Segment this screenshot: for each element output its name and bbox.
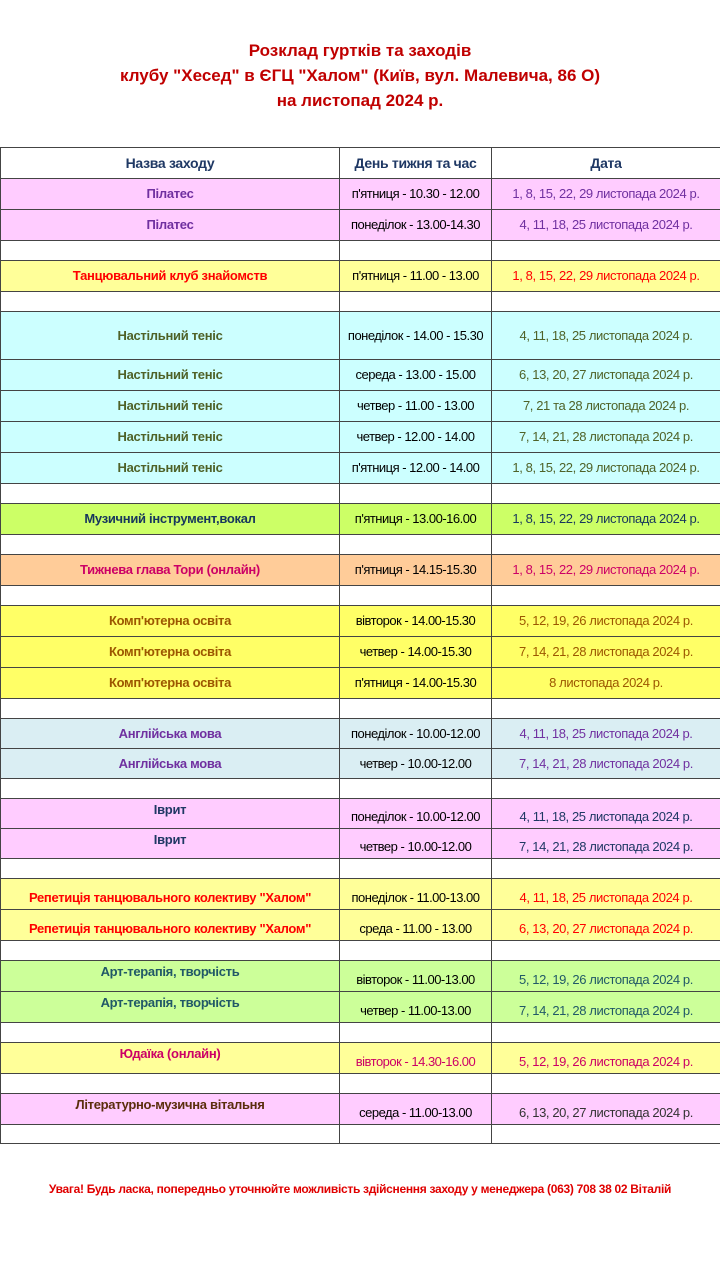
title-line-1: Розклад гуртків та заходів (248, 41, 472, 60)
spacer-row (1, 1074, 720, 1094)
empty-cell (1, 484, 340, 504)
event-name: Іврит (1, 799, 340, 829)
event-time: понеділок - 10.00-12.00 (340, 719, 492, 749)
spacer-row (1, 241, 720, 261)
empty-cell (492, 941, 720, 961)
event-date: 4, 11, 18, 25 листопада 2024 р. (492, 879, 720, 910)
empty-cell (1, 1125, 340, 1144)
event-time: вівторок - 11.00-13.00 (340, 961, 492, 992)
event-date: 7, 21 та 28 листопада 2024 р. (492, 391, 720, 422)
table-row (1, 210, 720, 241)
event-time: середа - 11.00-13.00 (340, 1094, 492, 1125)
title-line-3: на листопад 2024 р. (276, 91, 444, 110)
table-row (1, 179, 720, 210)
empty-cell (1, 699, 340, 719)
table-row (1, 504, 720, 535)
event-time: понеділок - 11.00-13.00 (340, 879, 492, 910)
event-date: 4, 11, 18, 25 листопада 2024 р. (492, 312, 720, 360)
event-time: четвер - 10.00-12.00 (340, 749, 492, 779)
empty-cell (1, 586, 340, 606)
event-time: вівторок - 14.30-16.00 (340, 1043, 492, 1074)
event-date: 7, 14, 21, 28 листопада 2024 р. (492, 749, 720, 779)
spacer-row (1, 292, 720, 312)
event-time: понеділок - 14.00 - 15.30 (340, 312, 492, 360)
title-line-2: клубу "Хесед" в ЄГЦ "Халом" (Київ, вул. Малевича, 86 О) (119, 66, 601, 85)
empty-cell (492, 586, 720, 606)
table-row (1, 261, 720, 292)
event-name: Іврит (1, 829, 340, 859)
event-time: четвер - 10.00-12.00 (340, 829, 492, 859)
empty-cell (340, 1125, 492, 1144)
table-row (1, 668, 720, 699)
empty-cell (1, 1023, 340, 1043)
event-time: понеділок - 10.00-12.00 (340, 799, 492, 829)
event-name: Настільний теніс (1, 312, 340, 360)
event-date: 1, 8, 15, 22, 29 листопада 2024 р. (492, 453, 720, 484)
table-row (1, 961, 720, 992)
event-name: Арт-терапія, творчість (1, 961, 340, 992)
event-name: Англійська мова (1, 749, 340, 779)
event-name: Комп'ютерна освіта (1, 668, 340, 699)
empty-cell (492, 1074, 720, 1094)
event-time: п'ятниця - 13.00-16.00 (340, 504, 492, 535)
empty-cell (340, 1074, 492, 1094)
empty-cell (1, 292, 340, 312)
spacer-row (1, 586, 720, 606)
empty-cell (340, 292, 492, 312)
event-date: 1, 8, 15, 22, 29 листопада 2024 р. (492, 504, 720, 535)
event-date: 7, 14, 21, 28 листопада 2024 р. (492, 422, 720, 453)
empty-cell (492, 699, 720, 719)
table-row (1, 879, 720, 910)
empty-cell (340, 699, 492, 719)
event-name: Репетиція танцювального колективу "Халом" (1, 910, 340, 941)
spacer-row (1, 535, 720, 555)
header-date: Дата (492, 148, 720, 179)
empty-cell (492, 1125, 720, 1144)
event-date: 1, 8, 15, 22, 29 листопада 2024 р. (492, 555, 720, 586)
empty-cell (492, 859, 720, 879)
event-name: Танцювальний клуб знайомств (1, 261, 340, 292)
empty-cell (1, 241, 340, 261)
event-name: Тижнева глава Тори (онлайн) (1, 555, 340, 586)
spacer-row (1, 859, 720, 879)
empty-cell (1, 779, 340, 799)
table-row (1, 637, 720, 668)
empty-cell (492, 535, 720, 555)
empty-cell (492, 1023, 720, 1043)
event-time: середа - 13.00 - 15.00 (340, 360, 492, 391)
spacer-row (1, 779, 720, 799)
table-row (1, 422, 720, 453)
empty-cell (492, 779, 720, 799)
header-name: Назва заходу (1, 148, 340, 179)
event-date: 7, 14, 21, 28 листопада 2024 р. (492, 992, 720, 1023)
empty-cell (340, 535, 492, 555)
header-time: День тижня та час (340, 148, 492, 179)
table-row (1, 829, 720, 859)
table-row (1, 910, 720, 941)
empty-cell (1, 1074, 340, 1094)
table-row (1, 1043, 720, 1074)
event-date: 5, 12, 19, 26 листопада 2024 р. (492, 961, 720, 992)
spacer-row (1, 941, 720, 961)
event-time: п'ятниця - 14.15-15.30 (340, 555, 492, 586)
empty-cell (1, 859, 340, 879)
empty-cell (492, 484, 720, 504)
event-name: Комп'ютерна освіта (1, 637, 340, 668)
table-row (1, 391, 720, 422)
event-name: Пілатес (1, 210, 340, 241)
event-date: 4, 11, 18, 25 листопада 2024 р. (492, 210, 720, 241)
event-name: Музичний інструмент,вокал (1, 504, 340, 535)
table-header-row (1, 148, 720, 179)
event-name: Настільний теніс (1, 453, 340, 484)
empty-cell (492, 292, 720, 312)
empty-cell (340, 779, 492, 799)
event-time: понеділок - 13.00-14.30 (340, 210, 492, 241)
event-date: 4, 11, 18, 25 листопада 2024 р. (492, 799, 720, 829)
table-row (1, 453, 720, 484)
event-name: Настільний теніс (1, 360, 340, 391)
event-name: Настільний теніс (1, 391, 340, 422)
spacer-row (1, 1023, 720, 1043)
table-row (1, 799, 720, 829)
event-name: Репетиція танцювального колективу "Халом" (1, 879, 340, 910)
event-time: п'ятниця - 10.30 - 12.00 (340, 179, 492, 210)
event-time: четвер - 14.00-15.30 (340, 637, 492, 668)
event-time: четвер - 12.00 - 14.00 (340, 422, 492, 453)
event-date: 5, 12, 19, 26 листопада 2024 р. (492, 606, 720, 637)
event-time: среда - 11.00 - 13.00 (340, 910, 492, 941)
event-date: 7, 14, 21, 28 листопада 2024 р. (492, 637, 720, 668)
event-time: четвер - 11.00 - 13.00 (340, 391, 492, 422)
event-date: 6, 13, 20, 27 листопада 2024 р. (492, 910, 720, 941)
event-name: Юдаїка (онлайн) (1, 1043, 340, 1074)
event-name: Комп'ютерна освіта (1, 606, 340, 637)
spacer-row (1, 699, 720, 719)
empty-cell (1, 941, 340, 961)
event-name: Пілатес (1, 179, 340, 210)
event-time: п'ятниця - 14.00-15.30 (340, 668, 492, 699)
table-row (1, 312, 720, 360)
event-date: 6, 13, 20, 27 листопада 2024 р. (492, 1094, 720, 1125)
event-date: 1, 8, 15, 22, 29 листопада 2024 р. (492, 179, 720, 210)
event-time: п'ятниця - 11.00 - 13.00 (340, 261, 492, 292)
event-name: Англійська мова (1, 719, 340, 749)
table-row (1, 1094, 720, 1125)
event-date: 6, 13, 20, 27 листопада 2024 р. (492, 360, 720, 391)
event-name: Арт-терапія, творчість (1, 992, 340, 1023)
table-row (1, 749, 720, 779)
empty-cell (340, 241, 492, 261)
table-row (1, 555, 720, 586)
table-row (1, 719, 720, 749)
event-date: 8 листопада 2024 р. (492, 668, 720, 699)
empty-cell (492, 241, 720, 261)
event-date: 5, 12, 19, 26 листопада 2024 р. (492, 1043, 720, 1074)
event-date: 4, 11, 18, 25 листопада 2024 р. (492, 719, 720, 749)
spacer-row (1, 484, 720, 504)
empty-cell (1, 535, 340, 555)
table-row (1, 360, 720, 391)
schedule-table (0, 147, 720, 1144)
event-time: п'ятниця - 12.00 - 14.00 (340, 453, 492, 484)
event-date: 7, 14, 21, 28 листопада 2024 р. (492, 829, 720, 859)
page-title (0, 38, 720, 113)
notice-text: Увага! Будь ласка, попередньо уточнюйте можливість здійснення заходу у менеджера (063) 708 38 02 Віталій (48, 1182, 672, 1196)
table-row (1, 992, 720, 1023)
table-row (1, 606, 720, 637)
empty-cell (340, 859, 492, 879)
event-time: четвер - 11.00-13.00 (340, 992, 492, 1023)
empty-cell (340, 941, 492, 961)
spacer-row (1, 1125, 720, 1144)
event-date: 1, 8, 15, 22, 29 листопада 2024 р. (492, 261, 720, 292)
event-name: Настільний теніс (1, 422, 340, 453)
event-time: вівторок - 14.00-15.30 (340, 606, 492, 637)
event-name: Літературно-музична вітальня (1, 1094, 340, 1125)
empty-cell (340, 484, 492, 504)
empty-cell (340, 1023, 492, 1043)
empty-cell (340, 586, 492, 606)
